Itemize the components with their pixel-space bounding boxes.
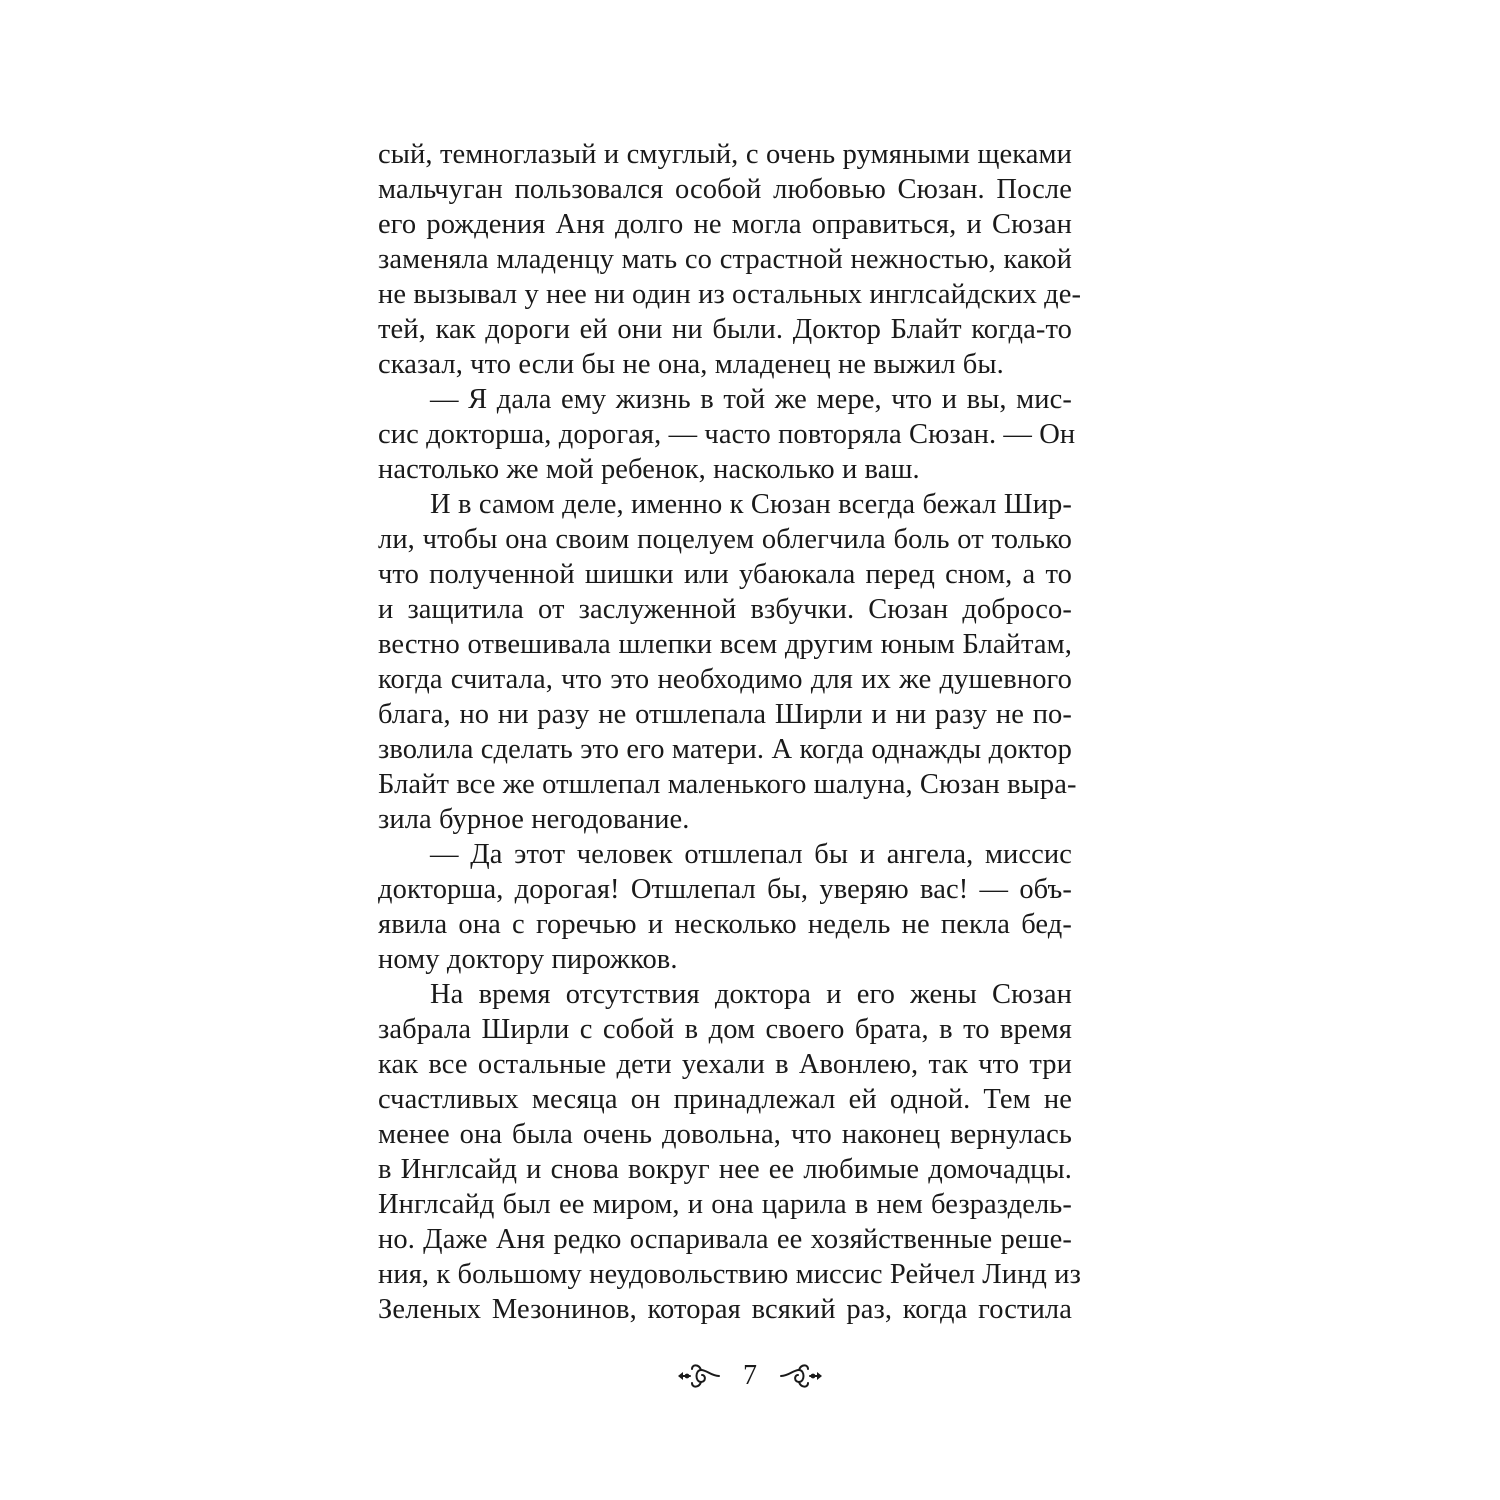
text-line: настолько же мой ребенок, насколько и ваш. [378,454,920,485]
text-line: в Инглсайд и снова вокруг нее ее любимые домочадцы. [378,1154,1072,1185]
text-line: заменяла младенцу мать со страстной нежностью, какой [378,244,1072,275]
text-line: и защитила от заслуженной взбучки. Сюзан добросо- [378,594,1072,625]
text-line: что полученной шишки или убаюкала перед сном, а то [378,559,1072,590]
text-line: не вызывал у нее ни один из остальных инглсайдских де- [378,279,1082,310]
text-line: явила она с горечью и несколько недель не пекла бед- [378,909,1072,940]
fleuron-right-icon [779,1361,823,1391]
text-line: вестно отвешивала шлепки всем другим юным Блайтам, [378,629,1072,660]
text-line: ли, чтобы она своим поцелуем облегчила боль от только [378,524,1072,555]
text-line: забрала Ширли с собой в дом своего брата, в то время [378,1014,1072,1045]
text-line: менее она была очень довольна, что наконец вернулась [378,1119,1072,1150]
text-line: Блайт все же отшлепал маленького шалуна, Сюзан выра- [378,769,1077,800]
text-line: но. Даже Аня редко оспаривала ее хозяйственные реше- [378,1224,1072,1255]
fleuron-left-icon [677,1361,721,1391]
text-line: счастливых месяца он принадлежал ей одной. Тем не [378,1084,1072,1115]
text-line: Инглсайд был ее миром, и она царила в нем безраздель- [378,1189,1072,1220]
text-line: как все остальные дети уехали в Авонлею, так что три [378,1049,1072,1080]
text-line: ния, к большому неудовольствию миссис Рейчел Линд из [378,1259,1081,1290]
text-line: зила бурное негодование. [378,804,690,835]
text-line: На время отсутствия доктора и его жены Сюзан [430,979,1072,1010]
text-line: И в самом деле, именно к Сюзан всегда бежал Шир- [430,489,1072,520]
text-line: сис докторша, дорогая, — часто повторяла Сюзан. — Он [378,419,1076,450]
text-line: — Я дала ему жизнь в той же мере, что и вы, мис- [430,384,1072,415]
text-line: когда считала, что это необходимо для их же душевного [378,664,1072,695]
text-line: Зеленых Мезонинов, которая всякий раз, когда гостила [378,1294,1072,1325]
text-line: сый, темноглазый и смуглый, с очень румяными щеками [378,139,1072,170]
text-line: сказал, что если бы не она, младенец не выжил бы. [378,349,1004,380]
body-text [378,137,1082,1327]
text-line: докторша, дорогая! Отшлепал бы, уверяю вас! — объ- [378,874,1072,905]
text-line: — Да этот человек отшлепал бы и ангела, миссис [430,839,1072,870]
text-line: его рождения Аня долго не могла оправиться, и Сюзан [378,209,1072,240]
text-line: ному доктору пирожков. [378,944,678,975]
text-line: тей, как дороги ей они ни были. Доктор Блайт когда-то [378,314,1072,345]
text-line: зволила сделать это его матери. А когда однажды доктор [378,734,1072,765]
text-line: мальчуган пользовался особой любовью Сюзан. После [378,174,1072,205]
page-footer [0,1356,1500,1396]
text-line: блага, но ни разу не отшлепала Ширли и ни разу не по- [378,699,1072,730]
page-number: 7 [743,1360,757,1391]
